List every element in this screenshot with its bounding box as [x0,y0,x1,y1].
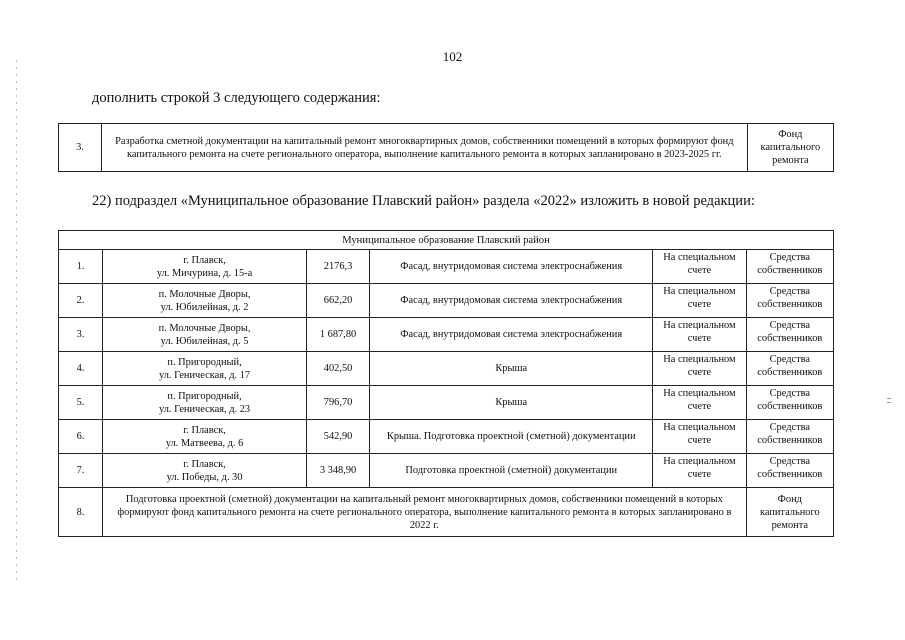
edge-mark [887,402,891,403]
row-number: 4. [59,352,103,386]
row-number: 3. [59,318,103,352]
source-line-2: собственников [757,367,823,378]
row-work-type: Крыша [370,352,653,386]
address-line-2: ул. Матвеева, д. 6 [165,437,244,449]
account-line-2: счете [687,265,712,276]
table-row [59,124,834,172]
row-number: 7. [59,454,103,488]
table-row [59,454,834,488]
row-funding-source: Фонд капитального ремонта [746,488,833,537]
account-line-1: На специальном [663,354,736,365]
address-line-1: г. Плавск, [183,254,226,266]
table-row [59,250,834,284]
address-line-2: ул. Юбилейная, д. 2 [160,301,249,313]
source-line-1: Средства [769,320,811,331]
row-address [103,352,307,386]
row-address [103,318,307,352]
account-line-2: счете [687,299,712,310]
source-line-2: собственников [757,469,823,480]
row-work-type: Крыша [370,386,653,420]
row-work-type: Фасад, внутридомовая система электроснабжения [370,250,653,284]
address-line-1: г. Плавск, [183,424,226,436]
table-row [59,284,834,318]
row-work-type: Подготовка проектной (сметной) документации [370,454,653,488]
source-line-1: Средства [769,354,811,365]
table-row [59,352,834,386]
row-account [653,318,746,352]
source-line-2: собственников [757,435,823,446]
row-number: 2. [59,284,103,318]
added-row-table [58,123,834,172]
row-funding-source [746,318,833,352]
account-line-1: На специальном [663,422,736,433]
source-line-1: Средства [769,456,811,467]
row-funding-source [746,250,833,284]
address-line-2: ул. Юбилейная, д. 5 [160,335,249,347]
row-area: 402,50 [306,352,369,386]
row-funding-source [746,454,833,488]
source-line-2: собственников [757,265,823,276]
row-area: 662,20 [306,284,369,318]
address-line-2: ул. Мичурина, д. 15-а [156,267,253,279]
row-account [653,284,746,318]
row-address [103,454,307,488]
account-line-2: счете [687,401,712,412]
margin-dots [16,60,17,580]
row-account [653,386,746,420]
row-area: 1 687,80 [306,318,369,352]
account-line-1: На специальном [663,252,736,263]
row-area: 2176,3 [306,250,369,284]
address-line-1: п. Пригородный, [167,356,242,368]
row-account [653,250,746,284]
account-line-1: На специальном [663,286,736,297]
account-line-2: счете [687,435,712,446]
district-table [58,230,834,537]
row-number: 6. [59,420,103,454]
row-area: 796,70 [306,386,369,420]
table-header-row [59,231,834,250]
edge-mark [887,398,891,399]
table-row [59,488,834,537]
row-area: 3 348,90 [306,454,369,488]
table-row [59,386,834,420]
row-address [103,284,307,318]
row-description: Подготовка проектной (сметной) документации на капитальный ремонт многоквартирных домов, собственники помещений в которых формируют фонд капитального ремонта на счете регионального оператора, выполнение капитального ремонта в которых запланировано в 2022 г. [103,488,746,537]
account-line-2: счете [687,333,712,344]
row-work-type: Фасад, внутридомовая система электроснабжения [370,284,653,318]
table-row [59,420,834,454]
row-area: 542,90 [306,420,369,454]
account-line-2: счете [687,469,712,480]
row-number: 1. [59,250,103,284]
row-address [103,250,307,284]
address-line-2: ул. Геническая, д. 17 [158,369,251,381]
account-line-1: На специальном [663,320,736,331]
row-account [653,454,746,488]
address-line-1: п. Молочные Дворы, [158,322,251,334]
source-line-1: Средства [769,388,811,399]
row-funding-source: Фонд капитального ремонта [747,124,833,172]
row-funding-source [746,352,833,386]
row-work-type: Крыша. Подготовка проектной (сметной) документации [370,420,653,454]
row-number: 8. [59,488,103,537]
row-funding-source [746,284,833,318]
row-work-type: Фасад, внутридомовая система электроснабжения [370,318,653,352]
row-address [103,420,307,454]
section-paragraph: 22) подраздел «Муниципальное образование Плавский район» раздела «2022» изложить в новой редакции: [92,193,755,209]
row-funding-source [746,420,833,454]
row-description: Разработка сметной документации на капитальный ремонт многоквартирных домов, собственники помещений в которых формируют фонд капитального ремонта на счете регионального оператора, выполнение капитального ремонта в которых запланировано в 2023-2025 гг. [101,124,747,172]
row-account [653,352,746,386]
address-line-1: п. Пригородный, [167,390,242,402]
table-header: Муниципальное образование Плавский район [59,231,834,250]
row-number: 3. [59,124,102,172]
source-line-1: Средства [769,422,811,433]
row-address [103,386,307,420]
address-line-2: ул. Победы, д. 30 [166,471,243,483]
account-line-2: счете [687,367,712,378]
intro-paragraph: дополнить строкой 3 следующего содержания: [92,90,381,106]
page-number: 102 [442,49,463,64]
row-number: 5. [59,386,103,420]
source-line-2: собственников [757,401,823,412]
address-line-1: п. Молочные Дворы, [158,288,251,300]
row-account [653,420,746,454]
account-line-1: На специальном [663,456,736,467]
source-line-2: собственников [757,299,823,310]
address-line-1: г. Плавск, [183,458,226,470]
source-line-1: Средства [769,286,811,297]
account-line-1: На специальном [663,388,736,399]
address-line-2: ул. Геническая, д. 23 [158,403,251,415]
source-line-1: Средства [769,252,811,263]
table-row [59,318,834,352]
row-funding-source [746,386,833,420]
source-line-2: собственников [757,333,823,344]
